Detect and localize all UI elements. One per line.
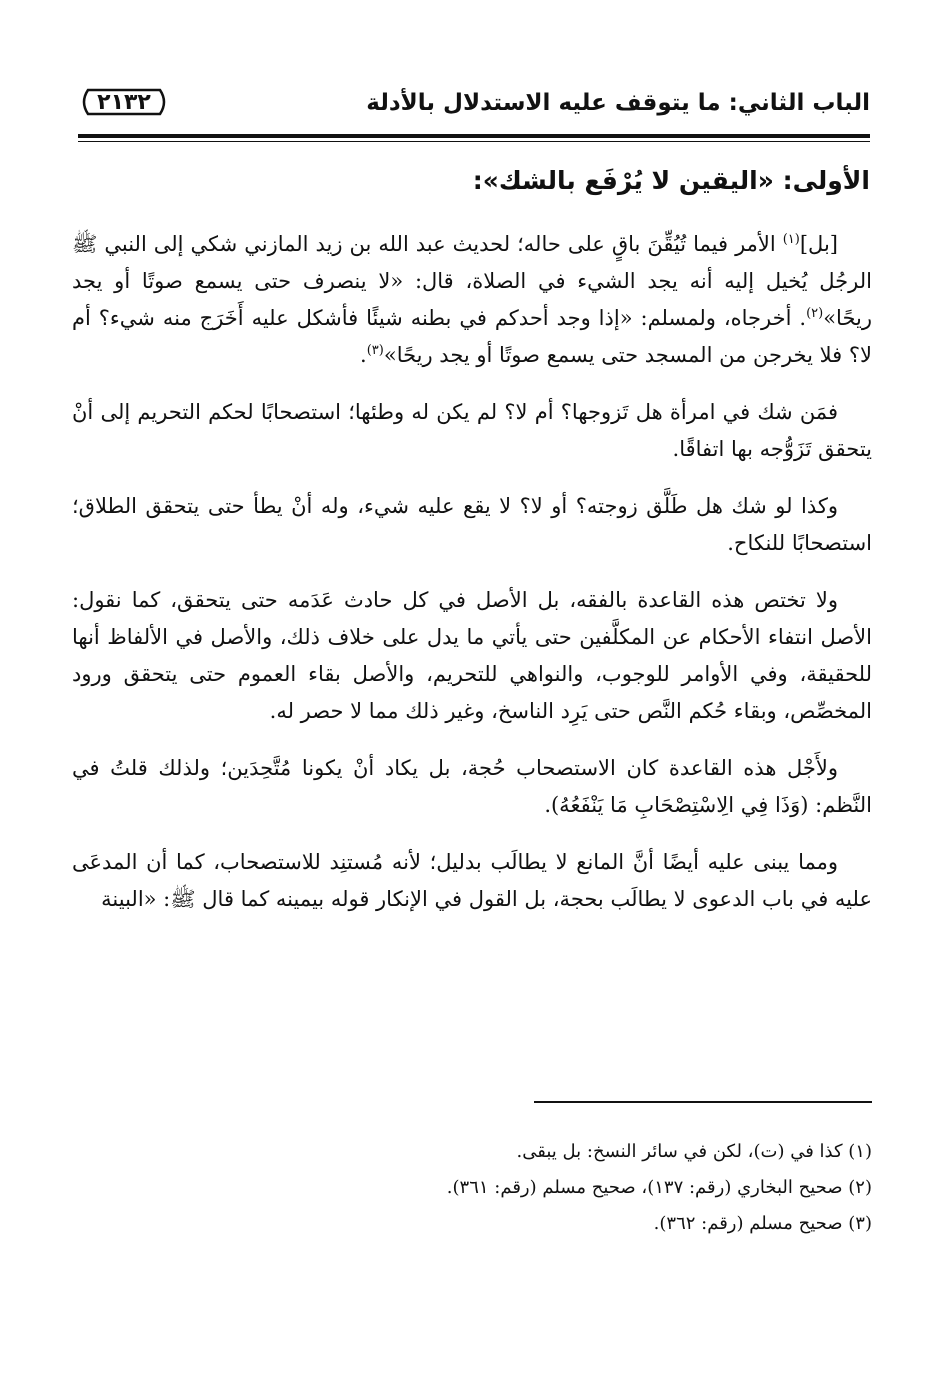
page-number: ٢١٣٢ [97, 90, 151, 115]
paragraph-1-text: . أخرجاه، ولمسلم: «إذا وجد أحدكم في بطنه شيئًا فأشكل عليه أَخَرَج منه شيء؟ أم لا؟ فلا يخرجن من المسجد حتى يسمع صوتًا أو يجد ريحًا» [72, 306, 872, 367]
paragraph-5: ولأَجْل هذه القاعدة كان الاستصحاب حُجة، بل يكاد أنْ يكونا مُتَّحِدَين؛ ولذلك قلتُ في النَّظم: (وَذَا فِي الِاسْتِصْحَابِ مَا يَنْفَعُهُ). [72, 756, 872, 817]
footnote-ref-2: (٢) [806, 306, 824, 321]
footnote-ref-3: (٣) [366, 343, 384, 358]
paragraph-1-text: الأمر فيما تُيُقِّنَ باقٍ على حاله؛ لحديث عبد الله بن زيد المازني شكي إلى النبي ﷺ الرجُل يُخيل إليه أنه يجد الشيء في الصلاة، قال: «لا ينصرف حتى يسمع صوتًا أو يجد ريحًا» [72, 232, 872, 330]
paragraph-6: ومما يبنى عليه أيضًا أنَّ المانع لا يطالَب بدليل؛ لأنه مُستنِد للاستصحاب، كما أن المدعَى عليه في باب الدعوى لا يطالَب بحجة، بل القول في الإنكار قوله بيمينه كما قال ﷺ: «البينة [72, 850, 872, 911]
paragraph-1 [72, 226, 872, 374]
body-text [72, 226, 872, 938]
header-rule-thin [78, 141, 870, 142]
footnote-separator [534, 1101, 872, 1103]
footnote-3: (٣) صحيح مسلم (رقم: ٣٦٢). [653, 1213, 872, 1234]
page-header [78, 86, 870, 132]
footnote-2: (٢) صحيح البخاري (رقم: ١٣٧)، صحيح مسلم (رقم: ٣٦١). [446, 1177, 872, 1198]
header-rule-thick [78, 134, 870, 138]
paragraph-4: ولا تختص هذه القاعدة بالفقه، بل الأصل في كل حادث عَدَمه حتى يتحقق، كما نقول: الأصل انتفاء الأحكام عن المكلَّفين حتى يأتي ما يدل على خلاف ذلك، والأصل في الألفاظ أنها للحقيقة، وفي الأوامر للوجوب، والنواهي للتحريم، والأصل بقاء العموم حتى يتحقق ورود المخصِّص، وبقاء حُكم النَّص حتى يَرِد الناسخ، وغير ذلك مما لا حصر له. [72, 588, 872, 723]
paragraph-1-text: [بل] [799, 232, 838, 256]
paragraph-2: فمَن شك في امرأة هل تَزوجها؟ أم لا؟ لم يكن له وطئها؛ استصحابًا لحكم التحريم إلى أنْ يتحقق تَزَوُّجه بها اتفاقًا. [72, 400, 872, 461]
section-heading: الأولى: «اليقين لا يُرْفَع بالشك»: [472, 166, 870, 195]
footnote-ref-1: (١) [782, 232, 800, 247]
running-title: الباب الثاني: ما يتوقف عليه الاستدلال بالأدلة [366, 90, 870, 116]
footnotes [72, 1134, 872, 1242]
footnote-1: (١) كذا في (ت)، لكن في سائر النسخ: بل يبقى. [516, 1141, 872, 1162]
paragraph-1-text: . [360, 343, 367, 367]
paragraph-3: وكذا لو شك هل طَلَّق زوجته؟ أو لا؟ لا يقع عليه شيء، وله أنْ يطأ حتى يتحقق الطلاق؛ استصحابًا للنكاح. [72, 494, 872, 555]
